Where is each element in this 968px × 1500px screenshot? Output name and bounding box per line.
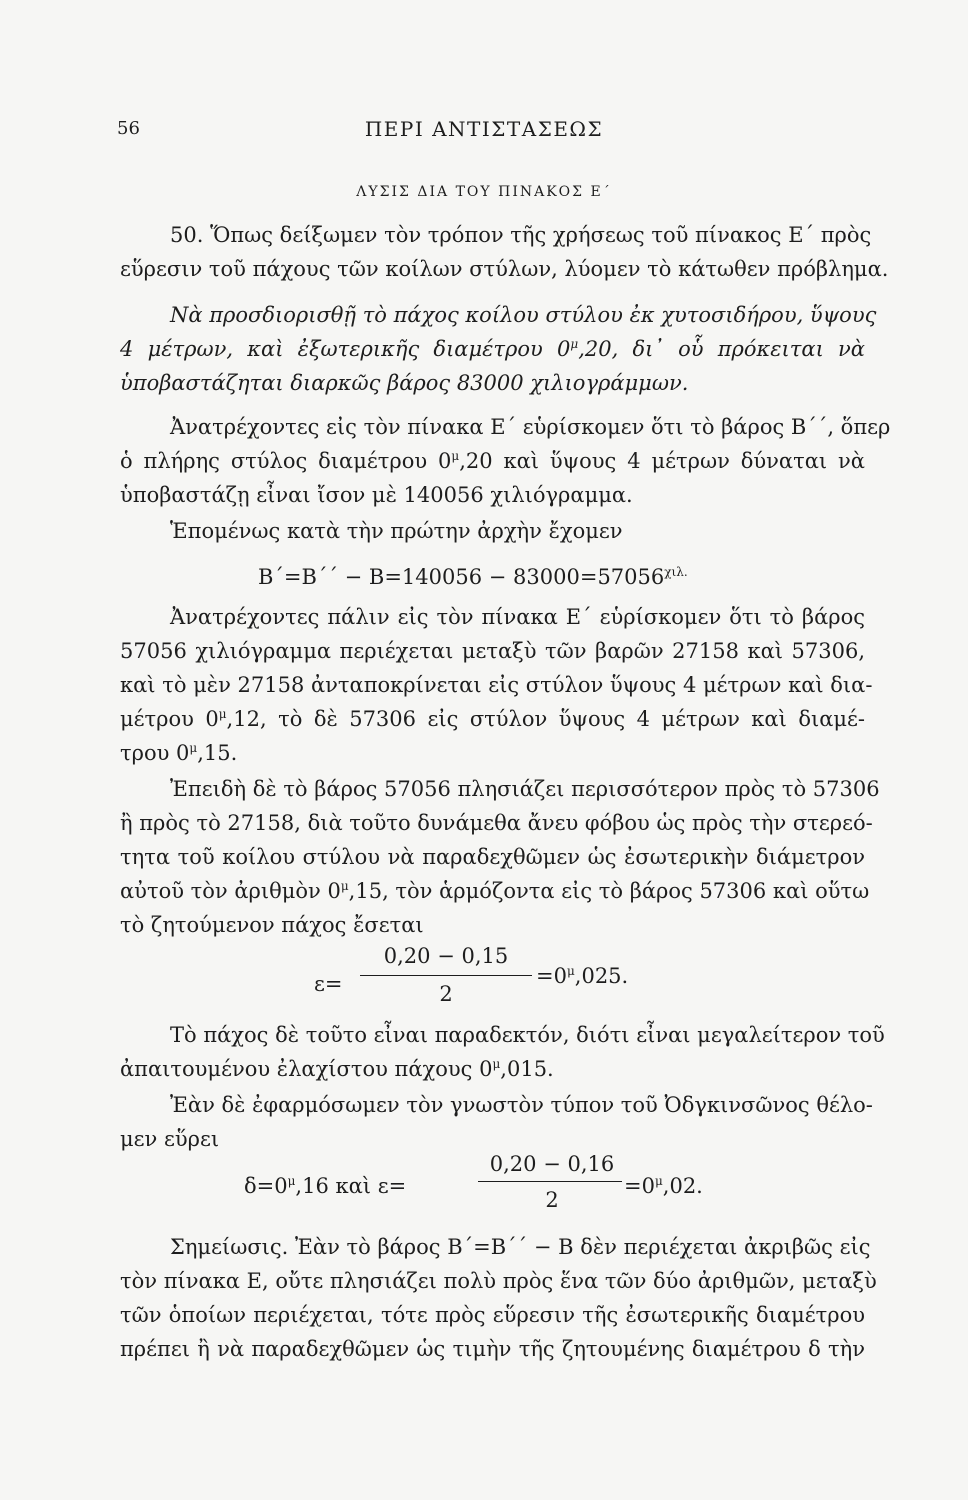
text-line: πρέπει ἢ νὰ παραδεχθῶμεν ὡς τιμὴν τῆς ζητουμένης διαμέτρου δ τὴν bbox=[120, 1337, 865, 1361]
formula-denominator: 2 bbox=[545, 1188, 559, 1212]
text-line: 4 μέτρων, καὶ ἐξωτερικῆς διαμέτρου $0^\mu,20$, δι᾽ οὗ πρόκειται νὰ bbox=[120, 337, 865, 361]
text-line: ἢ πρὸς τὸ 27158, διὰ τοῦτο δυνάμεθα ἄνευ φόβου ὡς πρὸς τὴν στερεό- bbox=[120, 811, 873, 835]
text-line: τρου $0^\mu,15$. bbox=[120, 741, 238, 765]
text-line: Ἑπομένως κατὰ τὴν πρώτην ἀρχὴν ἔχομεν bbox=[170, 519, 623, 543]
text-line: τητα τοῦ κοίλου στύλου νὰ παραδεχθῶμεν ὡς ἐσωτερικὴν διάμετρον bbox=[120, 845, 865, 869]
text-line: τὸν πίνακα Ε, οὔτε πλησιάζει πολὺ πρὸς ἕνα τῶν δύο ἀριθμῶν, μεταξὺ bbox=[120, 1269, 877, 1293]
equation-line: $B΄=B΄΄ - B=140056 - 83000=57056^{\chi\iota\lambda.}$ bbox=[258, 565, 688, 589]
text-line: μέτρου $0^\mu,12$, τὸ δὲ 57306 εἰς στύλον ὕψους 4 μέτρων καὶ διαμέ- bbox=[120, 707, 865, 731]
formula-numerator: 0,20 − 0,16 bbox=[489, 1152, 615, 1176]
text-line: Τὸ πάχος δὲ τοῦτο εἶναι παραδεκτόν, διότι εἶναι μεγαλείτερον τοῦ bbox=[170, 1023, 885, 1047]
text-line: Ἐὰν δὲ ἐφαρμόσωμεν τὸν γνωστὸν τύπον τοῦ Ὀδγκινσῶνος θέλο- bbox=[170, 1093, 873, 1117]
text-line: αὐτοῦ τὸν ἀριθμὸν $0^\mu,15$, τὸν ἁρμόζοντα εἰς τὸ βάρος 57306 καὶ οὕτω bbox=[120, 879, 870, 903]
formula-lhs: ε= bbox=[314, 972, 343, 996]
formula-rhs: $=0^\mu,02$. bbox=[624, 1174, 703, 1198]
fraction-bar bbox=[360, 975, 532, 976]
text-line: καὶ τὸ μὲν 27158 ἀνταποκρίνεται εἰς στύλον ὕψους 4 μέτρων καὶ δια- bbox=[120, 673, 873, 697]
text-line: ὁ πλήρης στύλος διαμέτρου $0^\mu,20$ καὶ ὕψους 4 μέτρων δύναται νὰ bbox=[120, 449, 865, 473]
text-line: Ἀνατρέχοντες πάλιν εἰς τὸν πίνακα Ε΄ εὑρίσκομεν ὅτι τὸ βάρος bbox=[170, 605, 865, 629]
formula-lhs: $\delta=0^\mu,16$ καὶ ε= bbox=[244, 1174, 407, 1198]
text-line: εὕρεσιν τοῦ πάχους τῶν κοίλων στύλων, λύομεν τὸ κάτωθεν πρόβλημα. bbox=[120, 257, 889, 281]
text-line: ὑποβαστάζηται διαρκῶς βάρος 83000 χιλιογράμμων. bbox=[120, 371, 689, 395]
formula-denominator: 2 bbox=[439, 982, 453, 1006]
text-line: 50. Ὅπως δείξωμεν τὸν τρόπον τῆς χρήσεως τοῦ πίνακος Ε΄ πρὸς bbox=[170, 223, 872, 247]
formula-rhs: $=0^\mu,025$. bbox=[536, 964, 629, 988]
text-line: Ἀνατρέχοντες εἰς τὸν πίνακα Ε΄ εὑρίσκομεν ὅτι τὸ βάρος Β΄΄, ὅπερ bbox=[170, 415, 891, 439]
text-line: τῶν ὁποίων περιέχεται, τότε πρὸς εὕρεσιν τῆς ἐσωτερικῆς διαμέτρου bbox=[120, 1303, 865, 1327]
text-line: τὸ ζητούμενον πάχος ἔσεται bbox=[120, 913, 424, 937]
text-line: Νὰ προσδιορισθῇ τὸ πάχος κοίλου στύλου ἐκ χυτοσιδήρου, ὕψους bbox=[170, 303, 877, 327]
text-line: Ἐπειδὴ δὲ τὸ βάρος 57056 πλησιάζει περισσότερον πρὸς τὸ 57306 bbox=[170, 777, 880, 801]
text-line: 57056 χιλιόγραμμα περιέχεται μεταξὺ τῶν βαρῶν 27158 καὶ 57306, bbox=[120, 639, 865, 663]
text-line: μεν εὕρει bbox=[120, 1127, 220, 1151]
running-head: ΠΕΡΙ ΑΝΤΙΣΤΑΣΕΩΣ bbox=[364, 117, 604, 141]
page-number: 56 bbox=[117, 118, 140, 139]
formula-numerator: 0,20 − 0,15 bbox=[383, 944, 509, 968]
text-line: ἀπαιτουμένου ἐλαχίστου πάχους $0^\mu,015$. bbox=[120, 1057, 554, 1081]
fraction-bar bbox=[478, 1181, 622, 1182]
text-line: Σημείωσις. Ἐὰν τὸ βάρος Β΄=Β΄΄ − Β δὲν περιέχεται ἀκριβῶς εἰς bbox=[170, 1235, 871, 1259]
text-line: ὑποβαστάζῃ εἶναι ἴσον μὲ 140056 χιλιόγραμμα. bbox=[120, 483, 633, 507]
section-heading: ΛΥΣΙΣ ΔΙΑ ΤΟΥ ΠΙΝΑΚΟΣ Ε΄ bbox=[356, 184, 612, 200]
